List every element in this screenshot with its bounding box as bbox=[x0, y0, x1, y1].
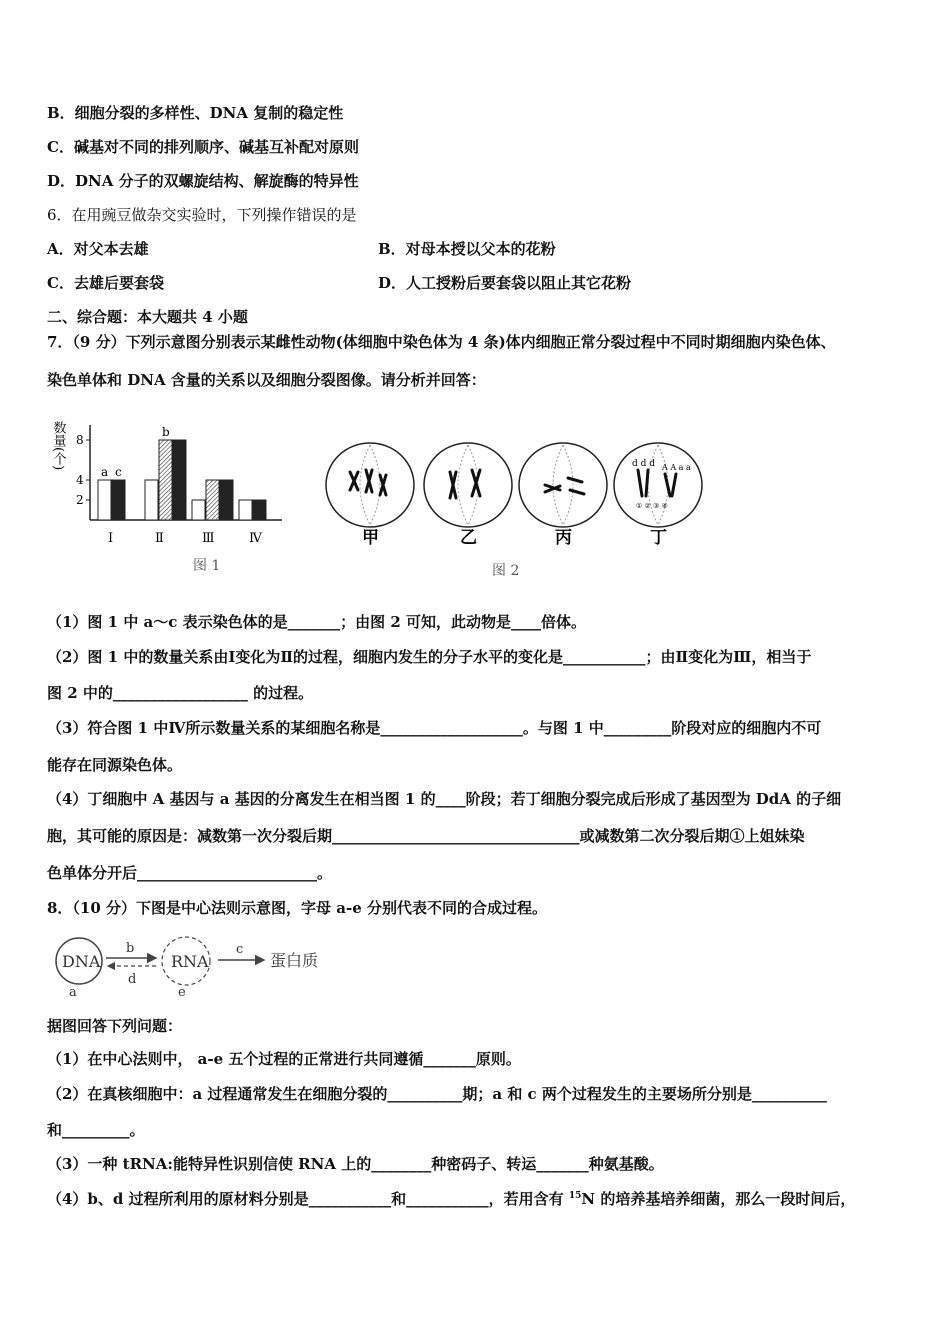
chromosome bbox=[638, 470, 676, 496]
series-label-a: a bbox=[101, 465, 109, 479]
label-b: b bbox=[126, 941, 135, 956]
central-dogma-diagram bbox=[50, 928, 350, 998]
cell-label-jia: 甲 bbox=[362, 528, 379, 548]
q8-part-4-sup: 15 bbox=[568, 1191, 582, 1201]
figure-2-cells bbox=[320, 430, 710, 585]
ding-letters-right: A A a a bbox=[662, 463, 691, 472]
q7-part-4c: 色单体分开后________________________。 bbox=[47, 864, 333, 882]
q5-option-b: B．细胞分裂的多样性、DNA 复制的稳定性 bbox=[47, 104, 344, 122]
q8-stem: 8．（10 分）下图是中心法则示意图，字母 a-e 分别代表不同的合成过程。 bbox=[47, 899, 547, 917]
q8-part-4 bbox=[47, 1188, 855, 1209]
y-tick-label: 8 bbox=[76, 433, 84, 447]
q7-stem-2: 染色单体和 DNA 含量的关系以及细胞分裂图像。请分析并回答： bbox=[47, 371, 486, 389]
q8-part-4-pre: （4）b、d 过程所利用的原材料分别是___________和___________，若用含有 bbox=[47, 1190, 569, 1208]
bar-c-2 bbox=[220, 480, 233, 520]
fig1-plot-area bbox=[76, 425, 282, 546]
q8-part-1: （1）在中心法则中， a-e 五个过程的正常进行共同遵循_______原则。 bbox=[47, 1050, 521, 1068]
bar-c-3 bbox=[253, 500, 266, 520]
cell-ding-outline bbox=[614, 443, 702, 527]
chromosome bbox=[450, 470, 480, 498]
q6-option-d: D．人工授粉后要套袋以阻止其它花粉 bbox=[378, 274, 632, 292]
ding-marks: ① ② ③ ④ bbox=[636, 502, 668, 510]
fig2-caption: 图 2 bbox=[492, 563, 520, 579]
q6-option-b: B．对母本授以父本的花粉 bbox=[378, 240, 556, 258]
series-label-c: c bbox=[115, 465, 122, 479]
cell-label-ding: 丁 bbox=[650, 528, 667, 548]
fig1-ylabel: 数量(个) bbox=[50, 421, 66, 471]
cell-bing-outline bbox=[519, 443, 607, 527]
figure-1-chart bbox=[50, 405, 290, 585]
chromosome bbox=[545, 478, 584, 494]
bar-c-1 bbox=[173, 440, 186, 520]
x-category-label: Ⅰ bbox=[108, 531, 114, 546]
q7-part-3a: （3）符合图 1 中Ⅳ所示数量关系的某细胞名称是___________________。与图 1 中_________阶段对应的细胞内不可 bbox=[47, 719, 822, 737]
label-c: c bbox=[236, 942, 244, 957]
cell-yi-outline bbox=[424, 443, 512, 527]
cell-label-yi: 乙 bbox=[460, 528, 477, 548]
bar-a-1 bbox=[145, 480, 158, 520]
bar-b-1 bbox=[159, 440, 172, 520]
cell-label-bing: 丙 bbox=[555, 528, 572, 548]
q7-part-4b: 胞，其可能的原因是：减数第一次分裂后期_________________________________或减数第二次分裂后期①上姐妹染 bbox=[47, 827, 805, 845]
rna-label: RNA bbox=[171, 952, 209, 971]
chromosome bbox=[380, 475, 386, 495]
x-category-label: Ⅱ bbox=[155, 531, 164, 546]
section-heading: 二、综合题：本大题共 4 小题 bbox=[47, 308, 248, 326]
bar-a-2 bbox=[192, 500, 205, 520]
q7-part-4a: （4）丁细胞中 A 基因与 a 基因的分离发生在相当图 1 的____阶段；若丁细胞分裂完成后形成了基因型为 DdA 的子细 bbox=[47, 790, 842, 808]
y-tick-label: 2 bbox=[76, 493, 84, 507]
protein-label: 蛋白质 bbox=[270, 951, 319, 970]
q7-stem-1: 7．（9 分）下列示意图分别表示某雌性动物(体细胞中染色体为 4 条)体内细胞正常分裂过程中不同时期细胞内染色体、 bbox=[47, 333, 836, 351]
label-e: e bbox=[178, 985, 186, 998]
ding-letters-top: d d d bbox=[632, 459, 656, 469]
label-a: a bbox=[69, 985, 77, 998]
y-tick-label: 4 bbox=[76, 473, 84, 487]
q6-option-a: A．对父本去雄 bbox=[47, 240, 149, 258]
bar-b-2 bbox=[206, 480, 219, 520]
q8-part-2a: （2）在真核细胞中：a 过程通常发生在细胞分裂的__________期；a 和 c 两个过程发生的主要场所分别是__________ bbox=[47, 1085, 827, 1103]
series-label-b: b bbox=[162, 425, 170, 439]
q8-part-4-post: N 的培养基培养细菌，那么一段时间后， bbox=[581, 1190, 856, 1208]
q8-part-2b: 和_________。 bbox=[47, 1121, 145, 1139]
bar-c-0 bbox=[112, 480, 125, 520]
x-category-label: Ⅳ bbox=[249, 531, 262, 546]
q6-stem: 6．在用豌豆做杂交实验时，下列操作错误的是 bbox=[47, 206, 357, 224]
x-category-label: Ⅲ bbox=[202, 531, 215, 546]
q7-part-2b: 图 2 中的__________________ 的过程。 bbox=[47, 684, 314, 702]
q8-intro: 据图回答下列问题： bbox=[47, 1017, 183, 1035]
q7-part-2a: （2）图 1 中的数量关系由Ⅰ变化为Ⅱ的过程，细胞内发生的分子水平的变化是___________；由Ⅱ变化为Ⅲ，相当于 bbox=[47, 648, 812, 666]
fig1-caption: 图 1 bbox=[193, 558, 221, 574]
q6-option-c: C．去雄后要套袋 bbox=[47, 274, 164, 292]
q5-option-d: D．DNA 分子的双螺旋结构、解旋酶的特异性 bbox=[47, 172, 359, 190]
bar-a-3 bbox=[239, 500, 252, 520]
q8-part-3: （3）一种 tRNA:能特异性识别信使 RNA 上的________种密码子、转运_______种氨基酸。 bbox=[47, 1155, 664, 1173]
q7-part-3b: 能存在同源染色体。 bbox=[47, 756, 183, 774]
dna-label: DNA bbox=[62, 952, 101, 971]
bar-a-0 bbox=[98, 480, 111, 520]
q5-option-c: C．碱基对不同的排列顺序、碱基互补配对原则 bbox=[47, 138, 359, 156]
q7-part-1: （1）图 1 中 a～c 表示染色体的是_______；由图 2 可知，此动物是____倍体。 bbox=[47, 613, 586, 631]
label-d: d bbox=[128, 972, 137, 987]
